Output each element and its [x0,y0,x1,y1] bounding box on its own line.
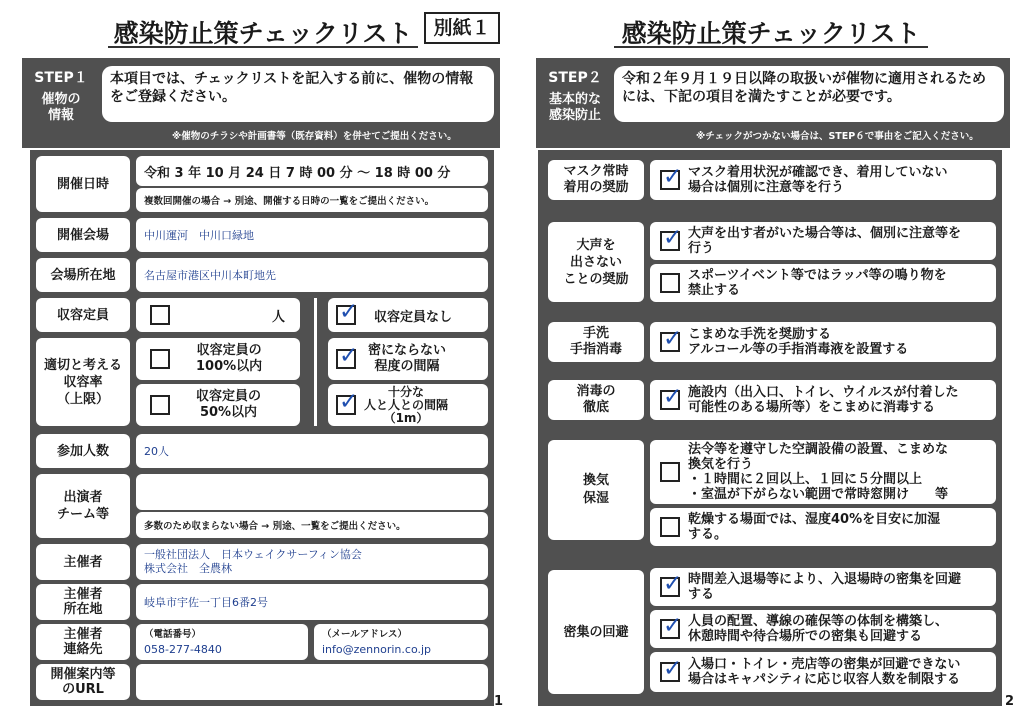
check-mark-icon: ✓ [663,225,683,251]
check-mark-icon: ✓ [663,384,683,410]
step1-header-panel [22,58,500,148]
date-value[interactable]: 令和 3 年 10 月 24 日 7 時 00 分 ～ 18 時 00 分 [136,156,488,186]
check-mark-icon: ✓ [339,299,359,325]
step2-note: ※チェックがつかない場合は、STEP６で事由をご記入ください。 [696,131,979,142]
checkbox-icon[interactable] [150,395,170,415]
capacity-unit: 人 [272,310,286,325]
check-item-voice-caution-text: 大声を出す者がいた場合等は、個別に注意等を 行う [688,226,962,256]
checkbox-icon[interactable] [660,326,683,352]
step1-intro: 本項目では、チェックリストを記入する前に、催物の情報をご登録ください。 [102,66,494,122]
url-value[interactable] [136,664,488,700]
check-mark-icon: ✓ [663,656,683,682]
contact-label: 主催者 連絡先 [36,624,130,660]
address-label: 会場所在地 [36,258,130,292]
email-field[interactable] [314,624,488,660]
checkbox-icon[interactable] [660,164,683,190]
email-value: info@zennorin.co.jp [322,643,432,656]
organizer-value-line1: 一般社団法人 日本ウェイクサーフィン協会 [144,548,362,561]
check-item-noisemaker[interactable] [650,264,996,302]
check-item-staggered-entry-text: 時間差入退場等により、入退場時の密集を回避 する [688,572,962,602]
category-mask: マスク常時 着用の奨励 [548,160,644,200]
check-item-handwash[interactable] [650,322,996,362]
checkbox-icon[interactable] [660,384,683,410]
check-item-staggered-entry[interactable] [650,568,996,606]
checkbox-icon[interactable] [150,305,170,325]
rate-option-100-label: 収容定員の 100%以内 [196,343,263,374]
url-label: 開催案内等 のURL [36,664,130,700]
email-label: （メールアドレス） [322,629,408,640]
check-mark-icon: ✓ [663,164,683,190]
rate-option-1m-label: 十分な 人と人との間隔 （1m） [364,384,449,425]
venue-label: 開催会場 [36,218,130,252]
check-mark-icon: ✓ [339,389,359,415]
step1-note: ※催物のチラシや計画書等（既存資料）を併せてご提出ください。 [172,131,457,142]
step1-sub: 催物の 情報 [41,92,81,123]
performers-value[interactable] [136,474,488,510]
checkbox-icon[interactable] [336,343,359,369]
participants-value[interactable]: 20人 [136,434,488,468]
organizer-label: 主催者 [36,544,130,580]
step2-label: STEP２ [548,70,602,86]
performers-note: 多数のため収まらない場合 → 別途、一覧をご提出ください。 [136,512,488,538]
category-handwash: 手洗 手指消毒 [548,322,644,362]
checkbox-icon[interactable] [336,299,359,325]
rate-option-50[interactable] [136,384,300,426]
check-item-humidify-text: 乾燥する場面では、湿度40%を目安に加湿 する。 [688,512,941,542]
category-ventilation: 換気 保湿 [548,440,644,540]
capacity-label: 収容定員 [36,298,130,332]
organizer-value-line2: 株式会社 全農林 [144,562,232,575]
category-voice: 大声を 出さない ことの奨励 [548,222,644,302]
checkbox-icon[interactable] [336,389,359,415]
rate-option-50-label: 収容定員の 50%以内 [196,389,262,420]
date-label: 開催日時 [36,156,130,212]
checkbox-icon[interactable] [660,462,680,482]
date-note: 複数回開催の場合 → 別途、開催する日時の一覧をご提出ください。 [136,188,488,212]
checkbox-icon[interactable] [660,225,683,251]
check-item-mask-text: マスク着用状況が確認でき、着用していない 場合は個別に注意等を行う [688,165,948,195]
page2-title: 感染防止策チェックリスト [614,14,928,48]
check-item-capacity-limit-text: 入場口・トイレ・売店等の密集が回避できない 場合はキャパシティに応じ収容人数を制限する [688,657,961,687]
participants-label: 参加人数 [36,434,130,468]
rate-option-spacing-label: 密にならない 程度の間隔 [368,343,447,374]
rate-option-100[interactable] [136,338,300,380]
rate-option-spacing[interactable] [328,338,488,380]
page2-number: 2 [1005,694,1015,709]
check-mark-icon: ✓ [663,571,683,597]
checkbox-icon[interactable] [660,656,683,682]
check-item-capacity-limit[interactable] [650,652,996,692]
step2-header-panel [536,58,1010,148]
check-item-ventilation[interactable] [650,440,996,504]
checkbox-icon[interactable] [660,517,680,537]
check-item-staffing-text: 人員の配置、導線の確保等の体制を構築し、 休憩時間や待合場所での密集も回避する [688,614,949,644]
page1-title: 感染防止策チェックリスト [108,14,418,48]
rate-label: 適切と考える 収容率 （上限） [36,338,130,426]
check-item-mask[interactable] [650,160,996,200]
check-item-humidify[interactable] [650,508,996,546]
performers-label: 出演者 チーム等 [36,474,130,538]
check-mark-icon: ✓ [339,343,359,369]
check-item-disinfect-text: 施設内（出入口、トイレ、ウイルスが付着した 可能性のある場所等）をこまめに消毒する [688,385,959,415]
address-value[interactable]: 名古屋市港区中川本町地先 [136,258,488,292]
check-item-voice-caution[interactable] [650,222,996,260]
phone-value: 058-277-4840 [144,643,222,656]
check-mark-icon: ✓ [663,326,683,352]
check-item-staffing[interactable] [650,610,996,648]
org-address-value[interactable]: 岐阜市宇佐一丁目6番2号 [136,584,488,620]
check-item-disinfect[interactable] [650,380,996,420]
check-item-handwash-text: こまめな手洗を奨励する アルコール等の手指消毒液を設置する [688,327,909,357]
phone-label: （電話番号） [144,629,202,640]
attachment-label: 別紙１ [424,12,500,44]
checkbox-icon[interactable] [660,613,683,639]
category-crowd: 密集の回避 [548,570,644,694]
checkbox-icon[interactable] [660,571,683,597]
venue-value[interactable]: 中川運河 中川口緑地 [136,218,488,252]
check-item-noisemaker-text: スポーツイベント等ではラッパ等の鳴り物を 禁止する [688,268,947,298]
step1-label: STEP１ [34,70,88,86]
rate-option-1m[interactable] [328,384,488,426]
capacity-none-label: 収容定員なし [374,309,453,325]
step1-form-panel [30,150,494,706]
capacity-field[interactable] [136,298,300,332]
step2-intro: 令和２年９月１９日以降の取扱いが催物に適用されるためには、下記の項目を満たすことが必要です。 [614,66,1004,122]
check-item-ventilation-text: 法令等を遵守した空調設備の設置、こまめな 換気を行う ・１時間に２回以上、１回に５分間以上 ・室温が下がらない範囲で常時窓開け 等 [688,442,949,502]
step2-sub: 基本的な 感染防止 [548,92,601,123]
org-address-label: 主催者 所在地 [36,584,130,620]
category-disinfection: 消毒の 徹底 [548,380,644,420]
phone-field[interactable] [136,624,308,660]
capacity-none-option[interactable] [328,298,488,332]
separator [304,298,328,426]
checkbox-icon[interactable] [150,349,170,369]
step2-checklist-panel [538,150,1002,706]
page1-number: 1 [494,694,504,709]
check-mark-icon: ✓ [663,613,683,639]
organizer-value[interactable] [136,544,488,580]
checkbox-icon[interactable] [660,273,680,293]
